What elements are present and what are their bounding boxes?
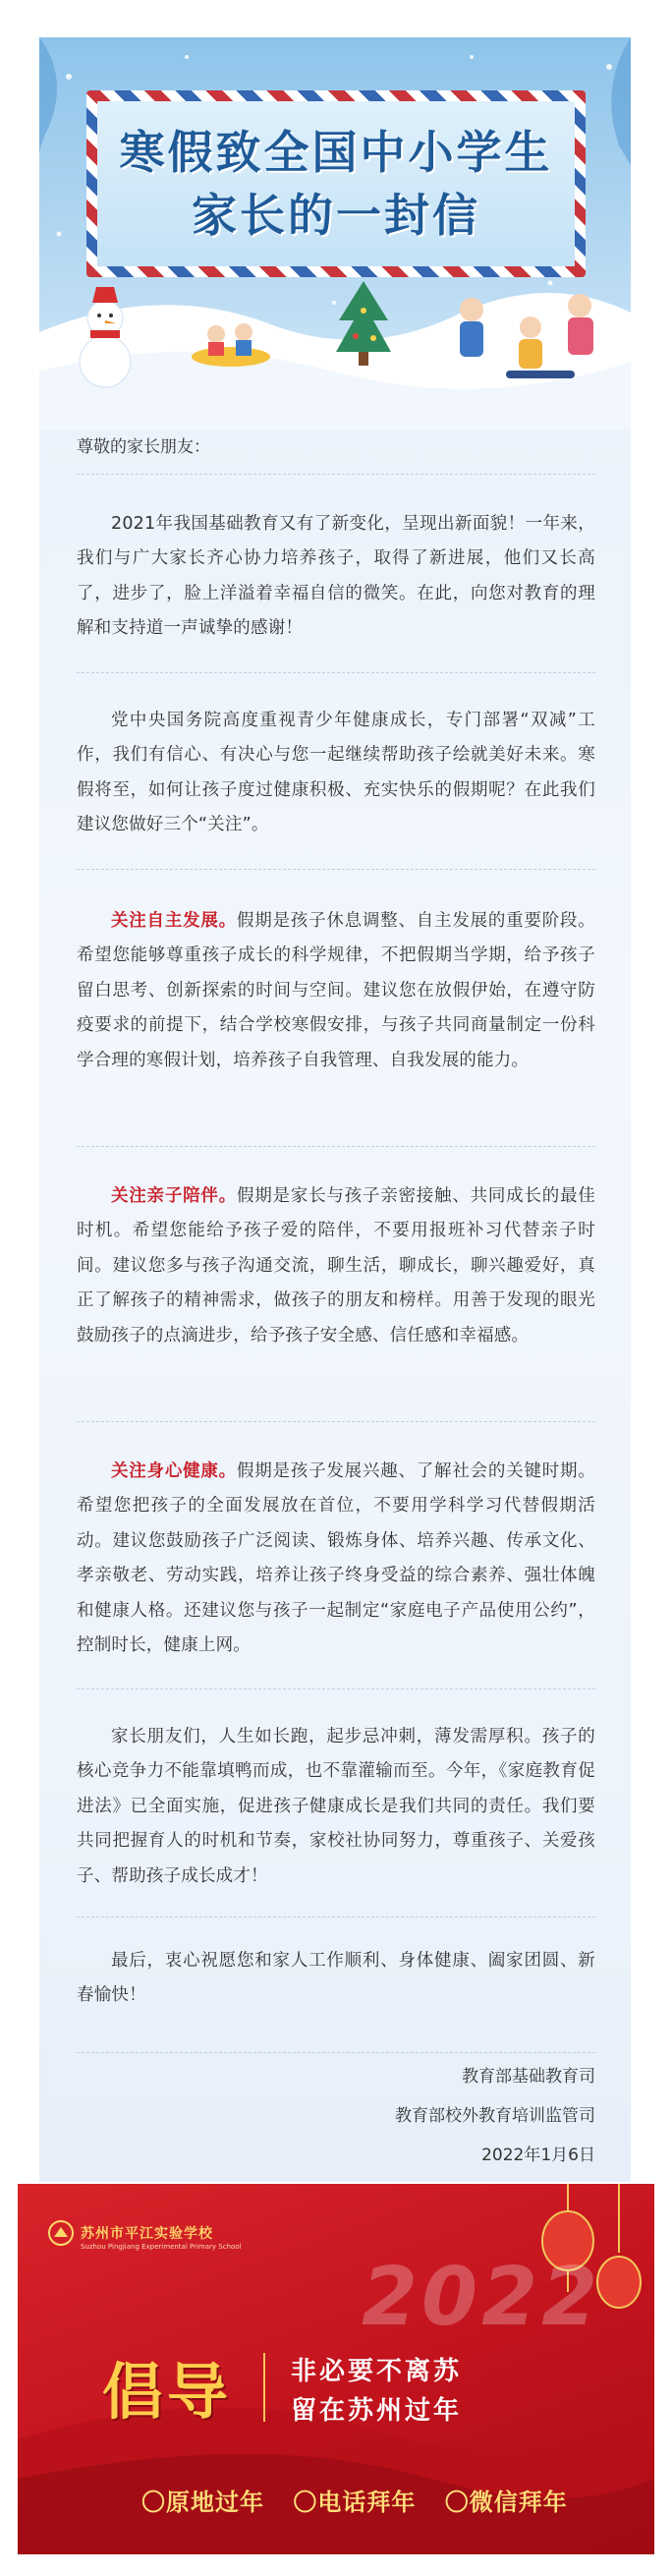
paragraph-family-education: 家长朋友们，人生如长跑，起步忌冲刺，薄发需厚积。孩子的核心竞争力不能靠填鸭而成，也不靠灌输而至。今年，《家庭教育促进法》已全面实施，促进孩子健康成长是我们共同的责任。我们要共同把握育人的时机和节奏，家校社协同努力，尊重孩子、关爱孩子、帮助孩子成长成才！ xyxy=(77,1727,595,1886)
paragraph-self-development xyxy=(77,904,595,1078)
children-playing-icon xyxy=(432,288,619,396)
signature-org1: 教育部基础教育司 xyxy=(462,2067,595,2087)
slogan-line2: 留在苏州过年 xyxy=(291,2396,463,2426)
choices-row xyxy=(141,2483,588,2517)
signature-org2: 教育部校外教育培训监管司 xyxy=(395,2106,595,2126)
text-health: 假期是孩子发展兴趣、了解社会的关键时期。希望您把孩子的全面发展放在首位，不要用学科学习代替假期活动。建议您鼓励孩子广泛阅读、锻炼身体、培养兴趣、传承文化、孝亲敬老、劳动实践，培养让孩子终身受益的综合素养、强壮体魄和健康人格。还建议您与孩子一起制定“家庭电子产品使用公约”，控制时长，健康上网。 xyxy=(77,1461,595,1656)
divider xyxy=(77,474,595,475)
christmas-tree-icon xyxy=(334,281,393,370)
paragraph-health xyxy=(77,1455,595,1663)
snowman-icon xyxy=(71,283,140,391)
choice-phone-greeting: 〇电话拜年 xyxy=(293,2489,417,2516)
new-year-advocacy-banner xyxy=(18,2184,654,2554)
divider xyxy=(77,672,595,673)
letter-card xyxy=(39,37,631,2182)
children-sledding-icon xyxy=(187,313,275,372)
banner-divider xyxy=(263,2353,265,2422)
advocacy-heading: 倡导 xyxy=(102,2356,233,2428)
heading-self-development: 关注自主发展。 xyxy=(111,911,237,931)
divider xyxy=(77,2052,595,2053)
paragraph-parent-companionship xyxy=(77,1179,595,1353)
letter-title-line1: 寒假致全国中小学生 xyxy=(119,126,553,179)
text-parent-companionship: 假期是家长与孩子亲密接触、共同成长的最佳时机。希望您能给予孩子爱的陪伴，不要用报班补习代替亲子时间。建议您多与孩子沟通交流，聊生活，聊成长，聊兴趣爱好，真正了解孩子的精神需求，做孩子的朋友和榜样。用善于发现的眼光鼓励孩子的点滴进步，给予孩子安全感、信任感和幸福感。 xyxy=(77,1186,595,1345)
choice-wechat-greeting: 〇微信拜年 xyxy=(444,2489,568,2516)
text-self-development: 假期是孩子休息调整、自主发展的重要阶段。希望您能够尊重孩子成长的科学规律，不把假期当学期，给予孩子留白思考、创新探索的时间与空间。建议您在放假伊始，在遵守防疫要求的前提下，结合学校寒假安排，与孩子共同商量制定一份科学合理的寒假计划，培养孩子自我管理、自我发展的能力。 xyxy=(77,911,595,1070)
letter-title-line2: 家长的一封信 xyxy=(192,189,480,242)
heading-health: 关注身心健康。 xyxy=(111,1461,237,1481)
heading-parent-companionship: 关注亲子陪伴。 xyxy=(111,1186,237,1206)
divider xyxy=(77,1146,595,1147)
signature-date: 2022年1月6日 xyxy=(481,2146,595,2165)
year-watermark: 2022 xyxy=(362,2251,602,2344)
slogan-line1: 非必要不离苏 xyxy=(291,2357,463,2386)
school-logo-icon xyxy=(47,2219,75,2247)
divider xyxy=(77,1917,595,1918)
winter-header-illustration xyxy=(39,37,631,430)
divider xyxy=(77,1421,595,1422)
greeting: 尊敬的家长朋友： xyxy=(77,437,210,457)
school-name: 苏州市平江实验学校 xyxy=(81,2226,213,2242)
school-name-english: Suzhou Pingjiang Experimental Primary School xyxy=(81,2243,242,2251)
paragraph-closing: 最后，衷心祝愿您和家人工作顺利、身体健康、阖家团圆、新春愉快！ xyxy=(77,1951,595,2006)
divider xyxy=(77,869,595,870)
paragraph-intro: 2021年我国基础教育又有了新变化，呈现出新面貌！一年来，我们与广大家长齐心协力培养孩子，取得了新进展，他们又长高了，进步了，脸上洋溢着幸福自信的微笑。在此，向您对教育的理解和支持道一声诚挚的感谢！ xyxy=(77,514,595,639)
title-stamp-frame xyxy=(86,90,586,277)
choice-stay-local: 〇原地过年 xyxy=(141,2489,264,2516)
paragraph-double-reduction: 党中央国务院高度重视青少年健康成长，专门部署“双减”工作，我们有信心、有决心与您一起继续帮助孩子绘就美好未来。寒假将至，如何让孩子度过健康积极、充实快乐的假期呢？在此我们建议您做好三个“关注”。 xyxy=(77,711,595,835)
